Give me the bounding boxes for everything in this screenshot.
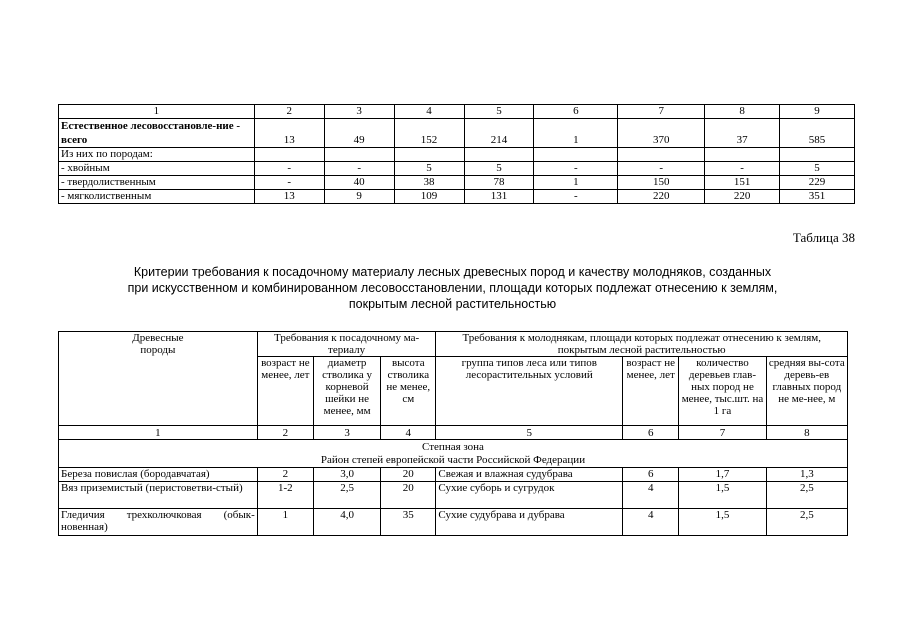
subheader-diameter: диаметр стволика у корневой шейки не менее, мм bbox=[313, 357, 380, 426]
table-cell bbox=[394, 148, 464, 162]
table-row bbox=[59, 482, 848, 509]
table-cell: 151 bbox=[705, 176, 780, 190]
row-label: - хвойным bbox=[59, 162, 255, 176]
column-number: 1 bbox=[59, 105, 255, 119]
header-young-stands: Требования к молоднякам, площади которых подлежат отнесению к землям, покрытым лесной растительностью bbox=[436, 332, 848, 357]
table-cell: 78 bbox=[464, 176, 534, 190]
summary-table bbox=[58, 104, 855, 204]
column-number: 8 bbox=[766, 426, 847, 440]
header-planting-material: Требования к посадочному ма-териалу bbox=[257, 332, 436, 357]
column-number: 5 bbox=[464, 105, 534, 119]
table-cell: - bbox=[705, 162, 780, 176]
table-cell: 351 bbox=[780, 190, 855, 204]
column-number: 4 bbox=[381, 426, 436, 440]
column-number: 3 bbox=[324, 105, 394, 119]
column-number: 5 bbox=[436, 426, 623, 440]
table-cell: 1,5 bbox=[679, 482, 766, 509]
table-cell bbox=[464, 148, 534, 162]
table-cell: 131 bbox=[464, 190, 534, 204]
zone-row bbox=[59, 440, 848, 468]
caption-line: покрытым лесной растительностью bbox=[348, 297, 557, 311]
subheader-age2: возраст не менее, лет bbox=[623, 357, 679, 426]
table-cell: 38 bbox=[394, 176, 464, 190]
zone-heading bbox=[59, 440, 848, 468]
forest-type-cell: Сухие суборь и сугрудок bbox=[436, 482, 623, 509]
table-cell: 229 bbox=[780, 176, 855, 190]
table-cell: 3,0 bbox=[313, 468, 380, 482]
table-cell: 2,5 bbox=[313, 482, 380, 509]
table-cell: - bbox=[324, 162, 394, 176]
subheader-forest-type: группа типов леса или типов лесорастительных условий bbox=[436, 357, 623, 426]
table-caption bbox=[60, 264, 845, 312]
table-cell: 220 bbox=[618, 190, 705, 204]
column-number-row bbox=[59, 426, 848, 440]
table-cell bbox=[780, 148, 855, 162]
table-cell: 40 bbox=[324, 176, 394, 190]
column-number: 9 bbox=[780, 105, 855, 119]
table-cell: - bbox=[534, 162, 618, 176]
column-number: 3 bbox=[313, 426, 380, 440]
row-label: - мягколиственным bbox=[59, 190, 255, 204]
table-cell: 4 bbox=[623, 509, 679, 536]
zone-name: Степная зона bbox=[422, 441, 484, 453]
column-number: 4 bbox=[394, 105, 464, 119]
table-cell: 1-2 bbox=[257, 482, 313, 509]
table-cell: 35 bbox=[381, 509, 436, 536]
table-row bbox=[59, 509, 848, 536]
table-cell: 585 bbox=[780, 119, 855, 148]
table-cell: - bbox=[534, 190, 618, 204]
table-header-row bbox=[59, 105, 855, 119]
subheader-count: количество деревьев глав-ных пород не менее, тыс.шт. на 1 га bbox=[679, 357, 766, 426]
table-cell: - bbox=[618, 162, 705, 176]
table-cell: 109 bbox=[394, 190, 464, 204]
table-header-row bbox=[59, 332, 848, 357]
table-cell: 37 bbox=[705, 119, 780, 148]
species-cell: Береза повислая (бородавчатая) bbox=[59, 468, 258, 482]
table-row bbox=[59, 468, 848, 482]
table-cell: 5 bbox=[464, 162, 534, 176]
table-cell bbox=[324, 148, 394, 162]
table-cell: 49 bbox=[324, 119, 394, 148]
table-cell: 1,5 bbox=[679, 509, 766, 536]
column-number: 6 bbox=[623, 426, 679, 440]
table-cell: - bbox=[254, 176, 324, 190]
column-number: 2 bbox=[254, 105, 324, 119]
subheader-avg-height: средняя вы-сота деревь-ев главных пород не ме-нее, м bbox=[766, 357, 847, 426]
table-cell: 150 bbox=[618, 176, 705, 190]
column-number: 2 bbox=[257, 426, 313, 440]
forest-type-cell: Сухие судубрава и дубрава bbox=[436, 509, 623, 536]
column-number: 8 bbox=[705, 105, 780, 119]
table-cell: 2,5 bbox=[766, 482, 847, 509]
row-label: Естественное лесовосстановле-ние - всего bbox=[59, 119, 255, 148]
table-cell: - bbox=[254, 162, 324, 176]
table-row bbox=[59, 148, 855, 162]
caption-line: при искусственном и комбинированном лесовосстановлении, площади которых подлежат отнесению к землям, bbox=[127, 281, 778, 295]
table-cell: 1 bbox=[534, 119, 618, 148]
header-species: Древесные породы bbox=[59, 332, 258, 426]
table-cell: 1,7 bbox=[679, 468, 766, 482]
caption-line: Критерии требования к посадочному материалу лесных древесных пород и качеству молодняков, созданных bbox=[133, 265, 772, 279]
table-cell: 13 bbox=[254, 190, 324, 204]
table-row bbox=[59, 162, 855, 176]
forest-type-cell: Свежая и влажная судубрава bbox=[436, 468, 623, 482]
table-cell: 4,0 bbox=[313, 509, 380, 536]
table-cell: 13 bbox=[254, 119, 324, 148]
table-cell: 6 bbox=[623, 468, 679, 482]
species-cell: Гледичия трехколючковая (обык-новенная) bbox=[59, 509, 258, 536]
column-number: 6 bbox=[534, 105, 618, 119]
table-cell: 1 bbox=[257, 509, 313, 536]
table-cell: 2,5 bbox=[766, 509, 847, 536]
criteria-table bbox=[58, 331, 848, 536]
column-number: 7 bbox=[618, 105, 705, 119]
table-cell: 370 bbox=[618, 119, 705, 148]
row-label: - твердолиственным bbox=[59, 176, 255, 190]
table-cell bbox=[705, 148, 780, 162]
column-number: 1 bbox=[59, 426, 258, 440]
table-cell: 2 bbox=[257, 468, 313, 482]
region-name: Район степей европейской части Российской Федерации bbox=[320, 454, 586, 466]
table-cell: 9 bbox=[324, 190, 394, 204]
table-cell: 5 bbox=[394, 162, 464, 176]
table-row bbox=[59, 190, 855, 204]
subheader-age: возраст не менее, лет bbox=[257, 357, 313, 426]
table-cell: 152 bbox=[394, 119, 464, 148]
table-cell: 1,3 bbox=[766, 468, 847, 482]
table-cell: 220 bbox=[705, 190, 780, 204]
row-label: Из них по породам: bbox=[59, 148, 255, 162]
table-cell: 5 bbox=[780, 162, 855, 176]
column-number: 7 bbox=[679, 426, 766, 440]
table-cell: 20 bbox=[381, 482, 436, 509]
table-cell: 4 bbox=[623, 482, 679, 509]
subheader-height: высота стволика не менее, см bbox=[381, 357, 436, 426]
table-cell: 214 bbox=[464, 119, 534, 148]
table-row bbox=[59, 176, 855, 190]
table-row bbox=[59, 119, 855, 148]
species-cell: Вяз приземистый (перистоветви-стый) bbox=[59, 482, 258, 509]
table-cell: 20 bbox=[381, 468, 436, 482]
table-cell bbox=[254, 148, 324, 162]
table-number: Таблица 38 bbox=[792, 230, 855, 245]
table-cell: 1 bbox=[534, 176, 618, 190]
table-cell bbox=[618, 148, 705, 162]
table-cell bbox=[534, 148, 618, 162]
